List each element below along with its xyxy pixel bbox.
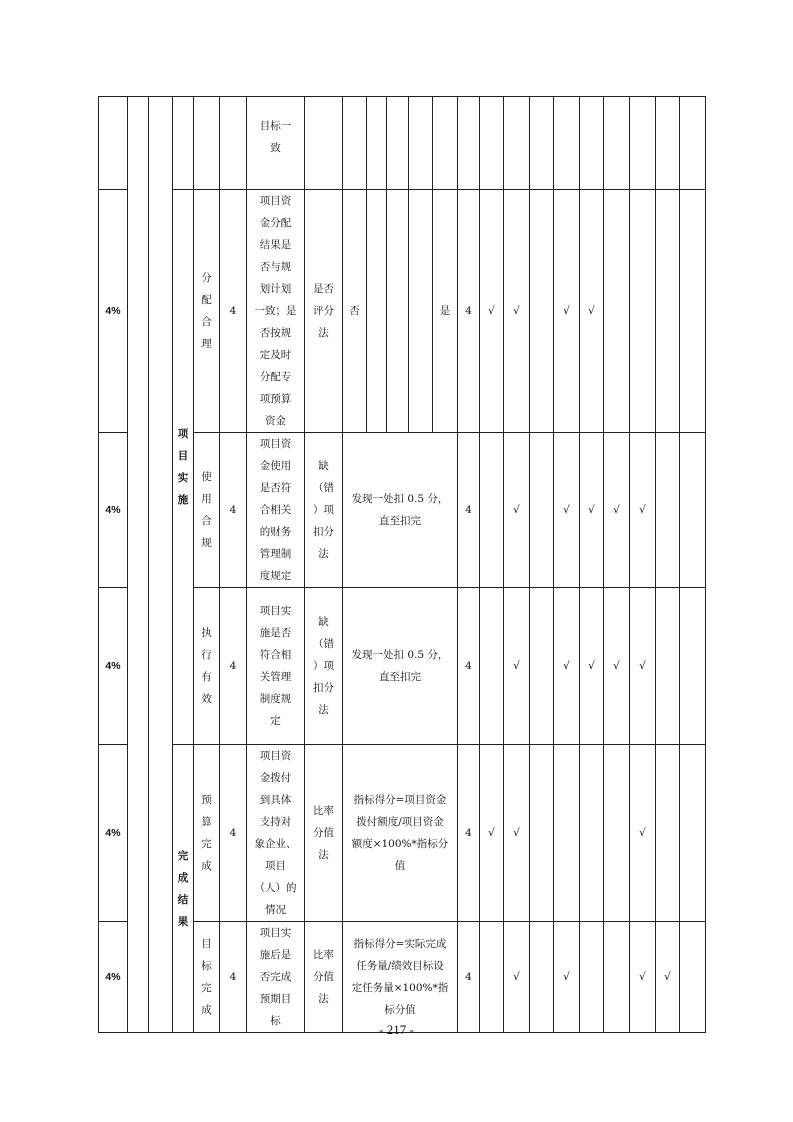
level2-cell	[149, 97, 173, 1033]
rule-line: 指标得分=项目资金	[353, 794, 447, 806]
check-cell: √	[504, 433, 530, 588]
description-line: 制度规	[259, 693, 292, 705]
rule-score-cell: 4	[458, 588, 480, 745]
rule-score-cell: 4	[458, 433, 480, 588]
subitem-char: 标	[201, 960, 212, 972]
description-line: 管理制	[259, 548, 292, 560]
weight-cell	[99, 97, 128, 190]
description-line: 度规定	[259, 570, 292, 582]
method-line: 比率	[313, 805, 334, 817]
method-cell	[305, 433, 343, 588]
description-line: 项目资	[259, 438, 292, 450]
empty-cell	[367, 97, 387, 190]
weight-cell: 4%	[99, 190, 128, 433]
check-cell: √	[630, 922, 656, 1033]
check-cell	[480, 433, 504, 588]
check-cell	[530, 433, 554, 588]
check-cell	[604, 745, 630, 922]
empty-cell	[367, 190, 387, 433]
rule-line: 直至扣完	[379, 515, 421, 527]
subitem-cell	[194, 745, 220, 922]
rule-line: 任务量/绩效目标设	[356, 960, 444, 972]
check-cell	[680, 922, 706, 1033]
description-line: 资金	[265, 415, 286, 427]
description-cell	[247, 588, 305, 745]
rule-cell	[343, 922, 458, 1033]
subitem-char: 目	[201, 938, 212, 950]
description-line: 合相关	[259, 504, 292, 516]
rule-line: 定任务量×100%*指	[351, 982, 449, 994]
empty-cell	[433, 97, 458, 190]
level1-cell	[128, 97, 149, 1033]
rule-cell	[343, 745, 458, 922]
description-cell	[247, 190, 305, 433]
description-line: 支持对	[259, 816, 292, 828]
description-line: （人）的	[254, 882, 297, 894]
empty-cell	[409, 97, 433, 190]
description-cell	[247, 97, 305, 190]
check-cell: √	[504, 588, 530, 745]
check-cell: √	[554, 433, 580, 588]
method-line: 法	[318, 993, 329, 1005]
check-cell	[530, 588, 554, 745]
check-cell	[656, 190, 680, 433]
description-line: 是否符	[259, 482, 292, 494]
check-cell	[604, 922, 630, 1033]
weight-cell: 4%	[99, 922, 128, 1033]
category-text: 完成结果	[177, 849, 189, 928]
subitem-char: 完	[201, 982, 212, 994]
method-line: 缺	[318, 616, 329, 628]
page-number: - 217 -	[379, 1022, 414, 1037]
check-cell	[680, 190, 706, 433]
description-line: 项目实	[259, 605, 292, 617]
empty-cell	[458, 97, 480, 190]
score-cell: 4	[220, 190, 247, 433]
subitem-char: 有	[201, 671, 212, 683]
subitem-char: 使	[201, 471, 212, 483]
method-cell	[305, 97, 343, 190]
weight-cell: 4%	[99, 433, 128, 588]
score-cell: 4	[220, 433, 247, 588]
subitem-cell	[194, 922, 220, 1033]
check-cell	[580, 97, 604, 190]
description-line: 否完成	[259, 971, 292, 983]
check-cell: √	[504, 190, 530, 433]
rule-line: 标分值	[384, 1004, 416, 1016]
check-cell: √	[604, 588, 630, 745]
method-line: 缺	[318, 460, 329, 472]
method-line: 扣分	[313, 682, 334, 694]
check-cell: √	[604, 433, 630, 588]
description-line: 否与规	[259, 261, 292, 273]
subitem-char: 配	[201, 294, 212, 306]
method-line: 法	[318, 327, 329, 339]
check-cell: √	[656, 922, 680, 1033]
check-cell	[480, 588, 504, 745]
description-line: 到具体	[259, 794, 292, 806]
description-line: 情况	[265, 904, 286, 916]
score-cell: 4	[220, 588, 247, 745]
description-line: 项目实	[259, 927, 292, 939]
method-line: ）项	[313, 660, 334, 672]
check-cell	[656, 97, 680, 190]
check-cell: √	[504, 745, 530, 922]
check-cell: √	[580, 190, 604, 433]
description-line: 金拨付	[259, 772, 292, 784]
check-cell	[530, 745, 554, 922]
empty-cell	[387, 190, 409, 433]
check-cell: √	[504, 922, 530, 1033]
check-cell	[680, 745, 706, 922]
subitem-char: 用	[201, 493, 212, 505]
weight-cell: 4%	[99, 745, 128, 922]
subitem-char: 成	[201, 860, 212, 872]
check-cell	[504, 97, 530, 190]
empty-cell	[409, 190, 433, 433]
table-row	[99, 190, 706, 433]
description-line: 项目资	[259, 195, 292, 207]
category-implementation	[173, 190, 194, 745]
subitem-char: 理	[201, 338, 212, 350]
subitem-char: 成	[201, 1004, 212, 1016]
description-line: 施后是	[259, 949, 292, 961]
method-line: 法	[318, 704, 329, 716]
subitem-cell	[194, 97, 220, 190]
empty-cell	[343, 97, 367, 190]
rule-line: 直至扣完	[379, 671, 421, 683]
rule-cell	[343, 588, 458, 745]
subitem-char: 合	[201, 316, 212, 328]
description-line: 定	[270, 715, 281, 727]
check-cell: √	[580, 433, 604, 588]
rule-score-cell: 4	[458, 922, 480, 1033]
subitem-char: 执	[201, 627, 212, 639]
check-cell	[604, 97, 630, 190]
method-line: 扣分	[313, 526, 334, 538]
check-cell	[480, 97, 504, 190]
rule-line: 拨付额度/项目资金	[356, 816, 444, 828]
method-line: 法	[318, 548, 329, 560]
category-text: 项目实施	[177, 428, 189, 506]
check-cell: √	[630, 588, 656, 745]
description-line: 关管理	[259, 671, 292, 683]
check-cell	[580, 745, 604, 922]
score-cell: 4	[220, 745, 247, 922]
rule-line: 发现一处扣 0.5 分，	[351, 649, 449, 661]
table-row	[99, 745, 706, 922]
description-line: 致	[270, 142, 281, 154]
subitem-char: 行	[201, 649, 212, 661]
description-line: 施是否	[259, 627, 292, 639]
description-cell	[247, 922, 305, 1033]
answer-yes-cell: 是	[433, 190, 458, 433]
subitem-char: 算	[201, 816, 212, 828]
subitem-char: 效	[201, 693, 212, 705]
description-line: 分配专	[259, 371, 292, 383]
check-cell	[680, 97, 706, 190]
description-cell	[247, 433, 305, 588]
check-cell	[630, 190, 656, 433]
subitem-cell	[194, 433, 220, 588]
subitem-char: 分	[201, 272, 212, 284]
description-line: 划计划	[259, 283, 292, 295]
method-line: 法	[318, 849, 329, 861]
description-line: 金使用	[259, 460, 292, 472]
description-line: 标	[270, 1015, 281, 1027]
method-line: （错	[313, 638, 334, 650]
rule-line: 值	[394, 860, 406, 872]
table-row	[99, 97, 706, 190]
check-cell: √	[480, 745, 504, 922]
check-cell	[630, 97, 656, 190]
empty-cell	[387, 97, 409, 190]
check-cell	[554, 97, 580, 190]
evaluation-table	[98, 96, 706, 1033]
rule-score-cell: 4	[458, 745, 480, 922]
rule-line: 指标得分=实际完成	[353, 938, 447, 950]
subitem-char: 规	[201, 537, 212, 549]
description-line: 的财务	[259, 526, 292, 538]
method-line: 评分	[313, 305, 334, 317]
description-line: 象企业、	[254, 838, 297, 850]
weight-cell: 4%	[99, 588, 128, 745]
check-cell: √	[480, 190, 504, 433]
description-line: 项目	[265, 860, 286, 872]
score-cell	[220, 97, 247, 190]
check-cell: √	[554, 922, 580, 1033]
rule-line: 额度×100%*指标分	[351, 838, 449, 850]
check-cell	[580, 922, 604, 1033]
check-cell	[530, 190, 554, 433]
method-cell	[305, 190, 343, 433]
method-cell	[305, 922, 343, 1033]
method-cell	[305, 588, 343, 745]
check-cell	[680, 588, 706, 745]
subitem-char: 合	[201, 515, 212, 527]
category-cell	[173, 97, 194, 190]
description-line: 金分配	[259, 217, 292, 229]
rule-line: 发现一处扣 0.5 分，	[351, 493, 449, 505]
description-line: 符合相	[259, 649, 292, 661]
check-cell	[656, 745, 680, 922]
rule-score-cell: 4	[458, 190, 480, 433]
method-line: （错	[313, 482, 334, 494]
score-cell: 4	[220, 922, 247, 1033]
check-cell	[680, 433, 706, 588]
check-cell	[656, 588, 680, 745]
check-cell	[480, 922, 504, 1033]
check-cell: √	[630, 433, 656, 588]
check-cell	[604, 190, 630, 433]
method-line: 分值	[313, 971, 334, 983]
check-cell: √	[580, 588, 604, 745]
subitem-cell	[194, 190, 220, 433]
method-line: ）项	[313, 504, 334, 516]
check-cell	[530, 97, 554, 190]
description-line: 目标一	[259, 120, 292, 132]
subitem-cell	[194, 588, 220, 745]
method-line: 比率	[313, 949, 334, 961]
description-line: 项预算	[259, 393, 292, 405]
method-line: 是否	[313, 283, 334, 295]
check-cell	[656, 433, 680, 588]
check-cell: √	[630, 745, 656, 922]
method-line: 分值	[313, 827, 334, 839]
check-cell: √	[554, 588, 580, 745]
check-cell: √	[554, 190, 580, 433]
subitem-char: 完	[201, 838, 212, 850]
answer-no-cell: 否	[343, 190, 367, 433]
method-cell	[305, 745, 343, 922]
description-line: 定及时	[259, 349, 292, 361]
description-line: 项目资	[259, 750, 292, 762]
check-cell	[554, 745, 580, 922]
description-line: 预期目	[259, 993, 292, 1005]
description-line: 一致；是	[254, 305, 297, 317]
subitem-char: 预	[201, 794, 212, 806]
rule-cell	[343, 433, 458, 588]
description-cell	[247, 745, 305, 922]
description-line: 否按规	[259, 327, 292, 339]
category-results	[173, 745, 194, 1033]
description-line: 结果是	[259, 239, 292, 251]
check-cell	[530, 922, 554, 1033]
